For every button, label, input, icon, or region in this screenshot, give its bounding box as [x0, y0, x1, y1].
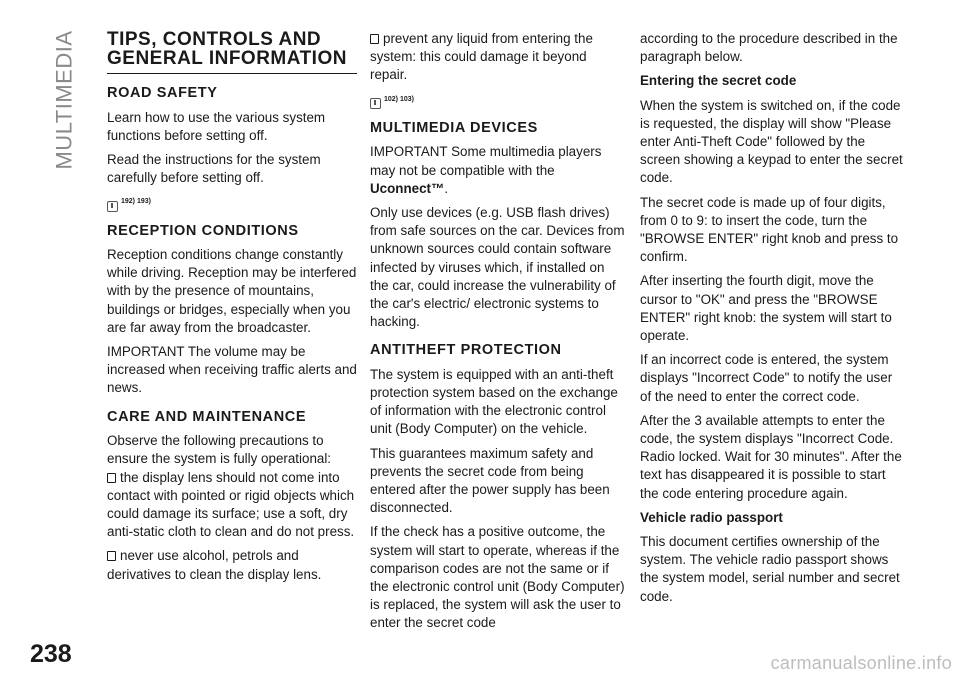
bullet-item [107, 469, 357, 542]
bullet-item [370, 30, 625, 85]
heading-road-safety: ROAD SAFETY [107, 85, 218, 101]
paragraph: IMPORTANT The volume may be increased when receiving traffic alerts and news. [107, 344, 357, 396]
column-3 [640, 30, 905, 612]
paragraph-text: IMPORTANT Some multimedia players may not be compatible with the [370, 144, 602, 178]
warning-refs [107, 193, 357, 211]
paragraph: This guarantees maximum safety and prevents the secret code from being entered after the power supply has been disconnected. [370, 445, 610, 516]
paragraph: After the 3 available attempts to enter the code, the system displays "Incorrect Code. Radio locked. Wait for 30 minutes". After the text has disappeared it is possible to start the code entering procedure again. [640, 412, 902, 501]
paragraph: When the system is switched on, if the code is requested, the display will show "Please enter Anti-Theft Code" followed by the screen showing a keypad to enter the secret code. [640, 97, 903, 186]
heading-care-maintenance: CARE AND MAINTENANCE [107, 408, 307, 425]
paragraph: If the check has a positive outcome, the system will start to operate, whereas if the comparison codes are not the same or if the electronic control unit (Body Computer) is replaced, the system will ask the user to enter the secret code [370, 524, 625, 631]
paragraph: Only use devices (e.g. USB flash drives) from safe sources on the car. Devices from unknown sources could contain software infected by viruses which, if installed on the car, could increase the vulnerability of the car's electric/ electronic systems to hacking. [370, 204, 625, 330]
bullet-item [107, 547, 357, 583]
warning-icon [107, 201, 118, 212]
paragraph: After inserting the fourth digit, move the cursor to "OK" and press the "BROWSE ENTER" right knob: the system will start to operate. [640, 273, 892, 344]
bullet-text: the display lens should not come into contact with pointed or rigid objects which could damage its surface; use a soft, dry anti-static cloth to clean and do not press. [107, 469, 355, 540]
watermark: carmanualsonline.info [770, 653, 952, 673]
paragraph: The secret code is made up of four digits, from 0 to 9: to insert the code, turn the "BROWSE ENTER" right knob and press to confirm. [640, 194, 899, 265]
column-1 [107, 30, 357, 590]
column-2 [370, 30, 625, 639]
warning-refs-text: 102) 103) [384, 95, 414, 103]
warning-refs-text: 192) 193) [121, 198, 151, 206]
paragraph: Read the instructions for the system carefully before setting off. [107, 151, 321, 186]
subheading-secret-code: Entering the secret code [640, 73, 797, 89]
paragraph: The system is equipped with an anti-theft protection system based on the exchange of information with the electronic control unit (Body Computer) on the vehicle. [370, 366, 618, 437]
warning-refs [370, 91, 625, 109]
section-side-label [52, 30, 78, 170]
paragraph [370, 143, 625, 198]
bullet-box-icon [107, 551, 116, 561]
paragraph: This document certifies ownership of the system. The vehicle radio passport shows the system model, serial number and secret code. [640, 534, 900, 604]
page-title: TIPS, CONTROLS AND GENERAL INFORMATION [107, 30, 357, 74]
paragraph: Reception conditions change constantly while driving. Reception may be interfered with by the presence of mountains, buildings or bridges, especially when you are far away from the broadcaster. [107, 247, 357, 335]
warning-icon [370, 98, 381, 109]
brand-name: Uconnect™ [370, 180, 445, 196]
bullet-box-icon [107, 473, 116, 483]
paragraph: If an incorrect code is entered, the system displays "Incorrect Code" to notify the user of the need to enter the correct code. [640, 352, 893, 404]
heading-antitheft-protection: ANTITHEFT PROTECTION [370, 342, 562, 359]
heading-multimedia-devices: MULTIMEDIA DEVICES [370, 119, 538, 136]
bullet-text: never use alcohol, petrols and derivatives to clean the display lens. [107, 548, 322, 582]
subheading-radio-passport: Vehicle radio passport [640, 509, 783, 525]
side-label-text: MULTIMEDIA [52, 30, 78, 170]
heading-reception-conditions: RECEPTION CONDITIONS [107, 222, 299, 239]
bullet-box-icon [370, 34, 379, 44]
bullet-text: prevent any liquid from entering the system: this could damage it beyond repair. [370, 31, 593, 83]
paragraph: Observe the following precautions to ensure the system is fully operational: [107, 433, 332, 467]
paragraph: according to the procedure described in the paragraph below. [640, 31, 898, 65]
paragraph: Learn how to use the various system functions before setting off. [107, 109, 326, 143]
paragraph-text-end: . [444, 180, 449, 196]
page-number: 238 [30, 640, 72, 668]
